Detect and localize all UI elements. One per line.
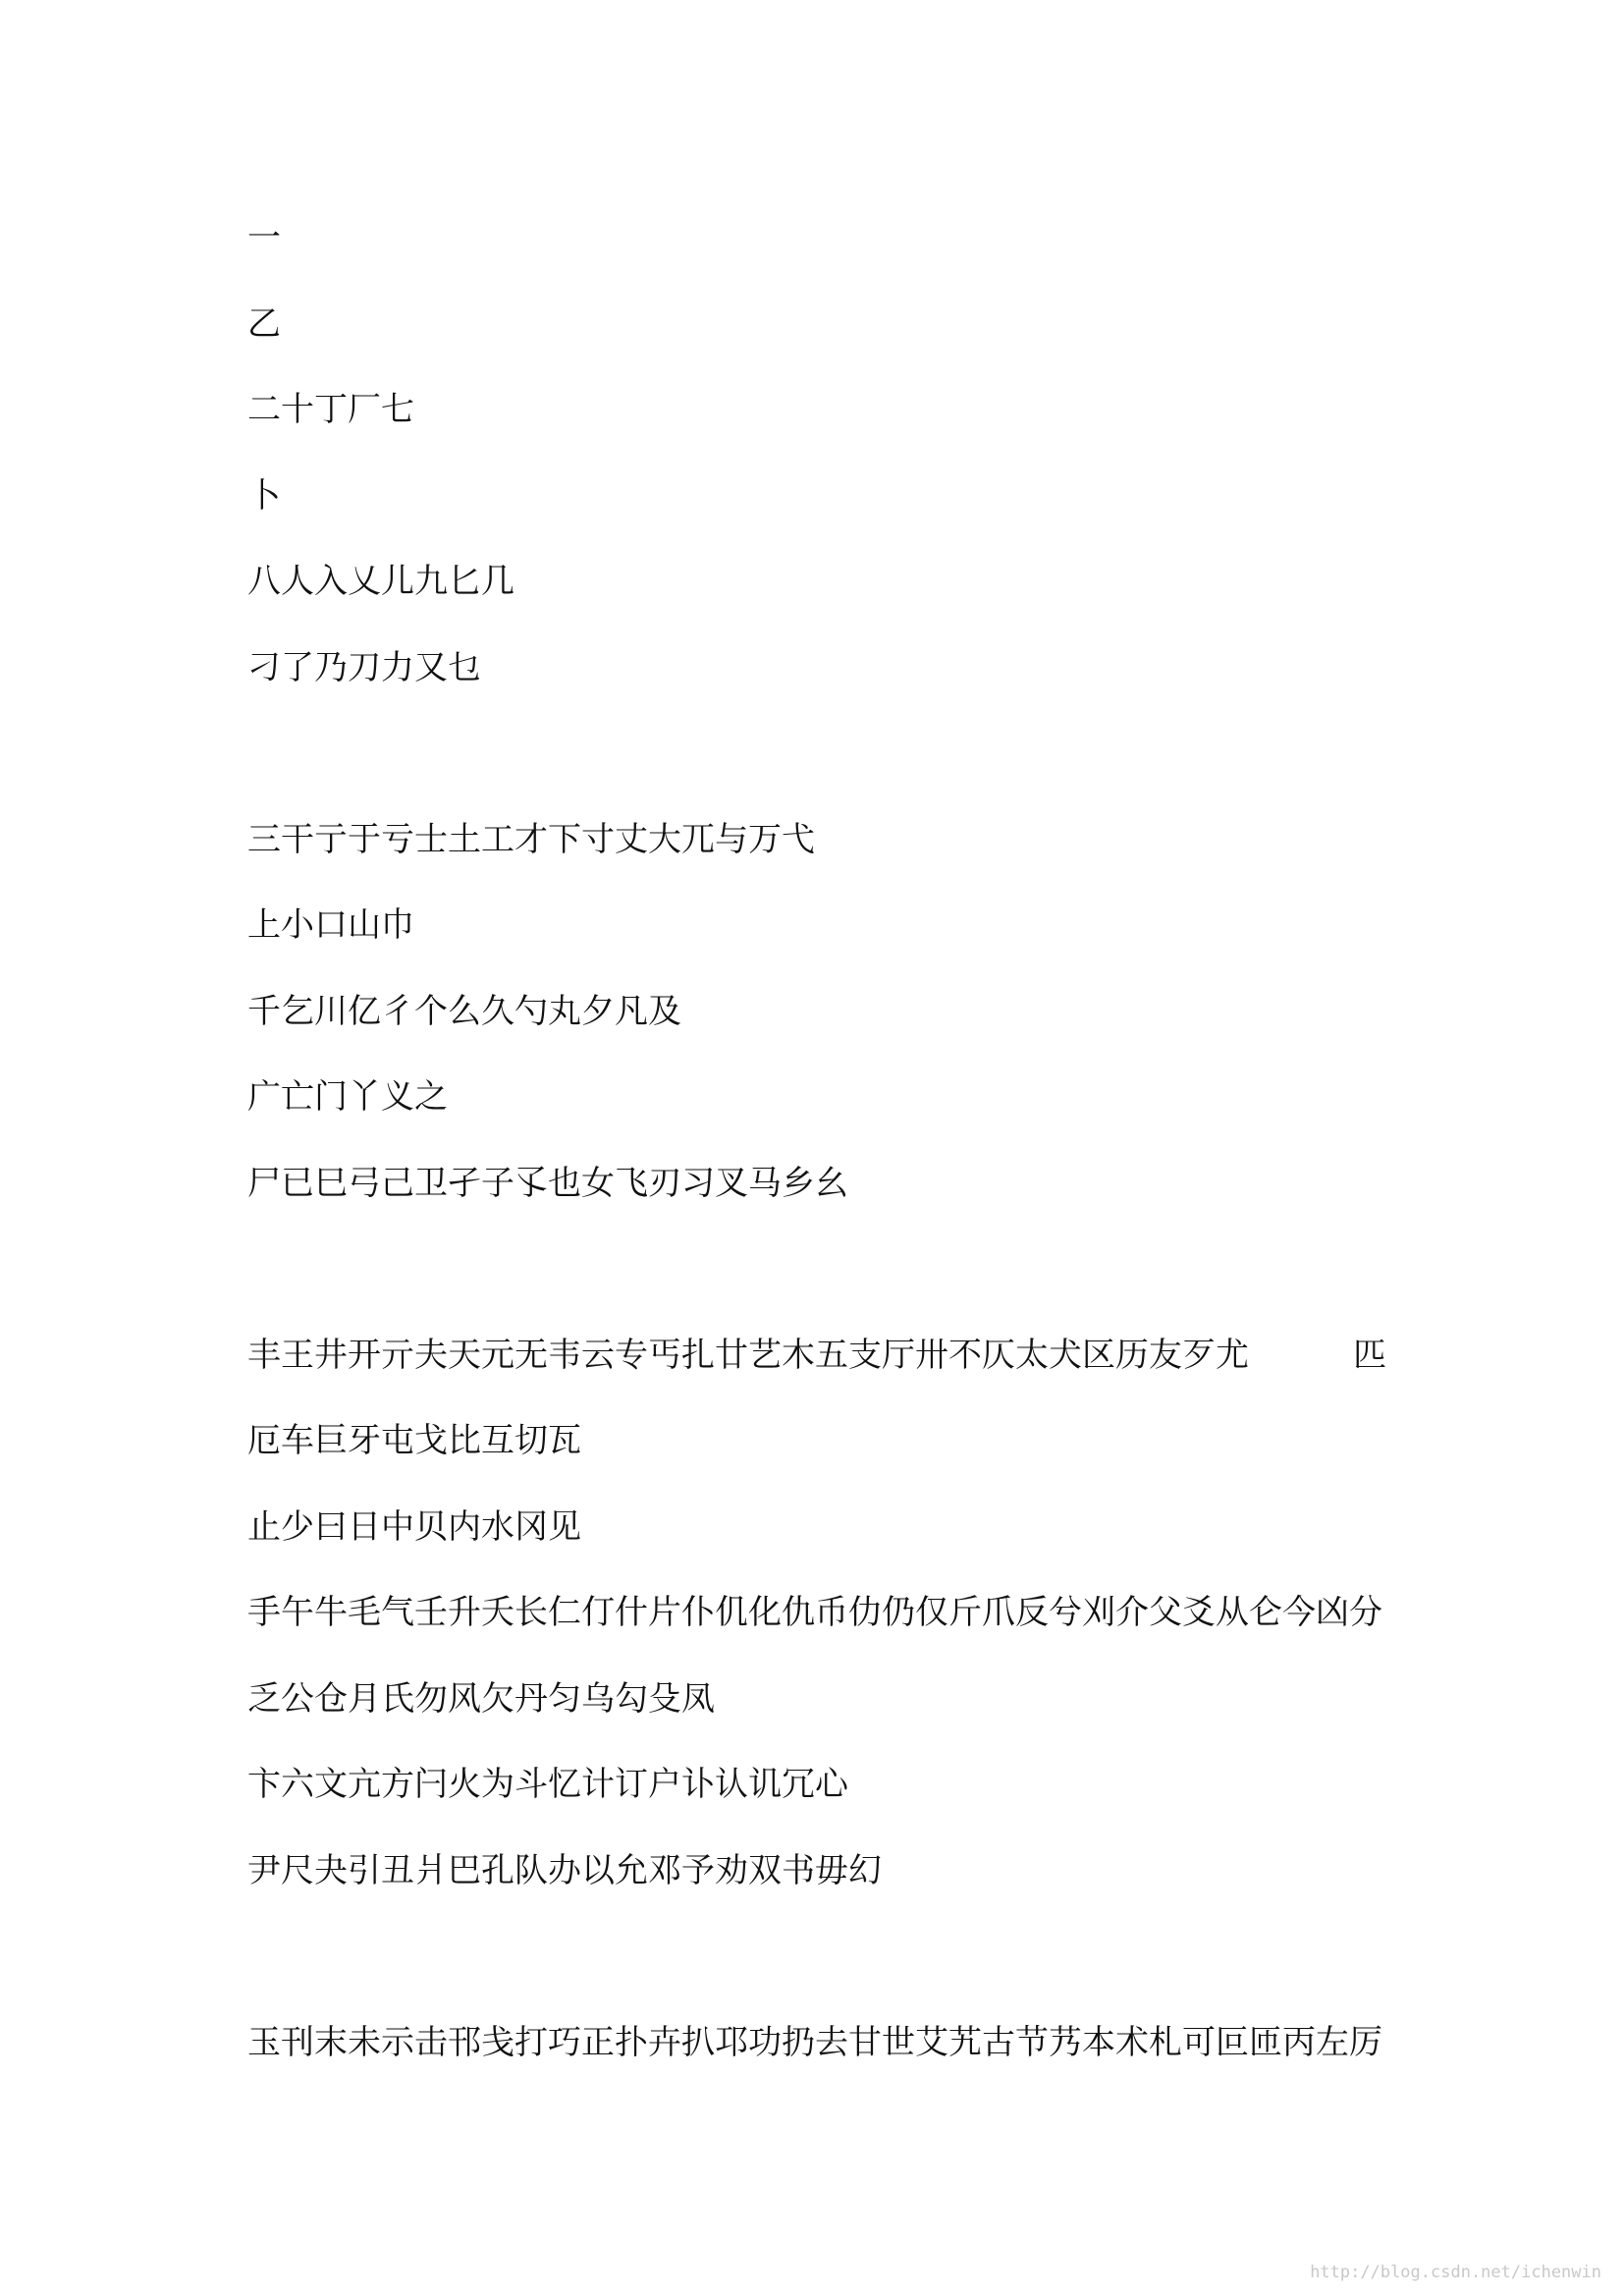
text-line-12: 丰王井开亓夫天元无韦云专丐扎廿艺木五支厅卅不仄太犬区历友歹尤 (247, 1336, 1249, 1375)
text-line-14: 止少曰日中贝内水冈见 (247, 1507, 581, 1547)
text-line-12-tail: 匹 (1353, 1336, 1386, 1375)
watermark-url: http://blog.csdn.net/ichenwin (1310, 2263, 1601, 2282)
text-line-6: 刁了乃刀力又乜 (247, 648, 481, 687)
text-line-4: 卜 (247, 476, 281, 516)
text-line-16: 乏公仓月氏勿风欠丹匀乌勾殳凤 (247, 1679, 715, 1719)
text-line-2: 乙 (247, 304, 281, 344)
text-line-1: 一 (247, 218, 281, 257)
text-line-13: 厄车巨牙屯戈比互切瓦 (247, 1421, 581, 1460)
text-line-10: 广亡门丫义之 (247, 1077, 448, 1117)
text-line-17: 卞六文亢方闩火为斗忆计订户讣认讥冗心 (247, 1765, 848, 1804)
text-line-11: 尸已巳弓己卫孑子孓也女飞刃习叉马乡幺 (247, 1164, 848, 1203)
text-line-8: 上小口山巾 (247, 905, 414, 945)
text-line-7: 三干亍于亏士土工才下寸丈大兀与万弋 (247, 820, 815, 859)
text-line-15: 手午牛毛气壬升夭长仁仃什片仆仉化仇币仂仍仅斤爪反兮刈介父爻从仑今凶分 (247, 1593, 1382, 1632)
text-line-9: 千乞川亿彳个么久勺丸夕凡及 (247, 992, 681, 1031)
text-line-5: 八人入乂儿九匕几 (247, 562, 514, 601)
text-line-18: 尹尺夬引丑爿巴孔队办以允邓予劝双书毋幻 (247, 1851, 882, 1890)
text-line-19: 玉刊末未示击邗戋打巧正扑卉扒邛功扔去甘世艾艽古节艿本术札可叵匝丙左厉 (247, 2023, 1382, 2062)
text-line-3: 二十丁厂七 (247, 390, 414, 429)
